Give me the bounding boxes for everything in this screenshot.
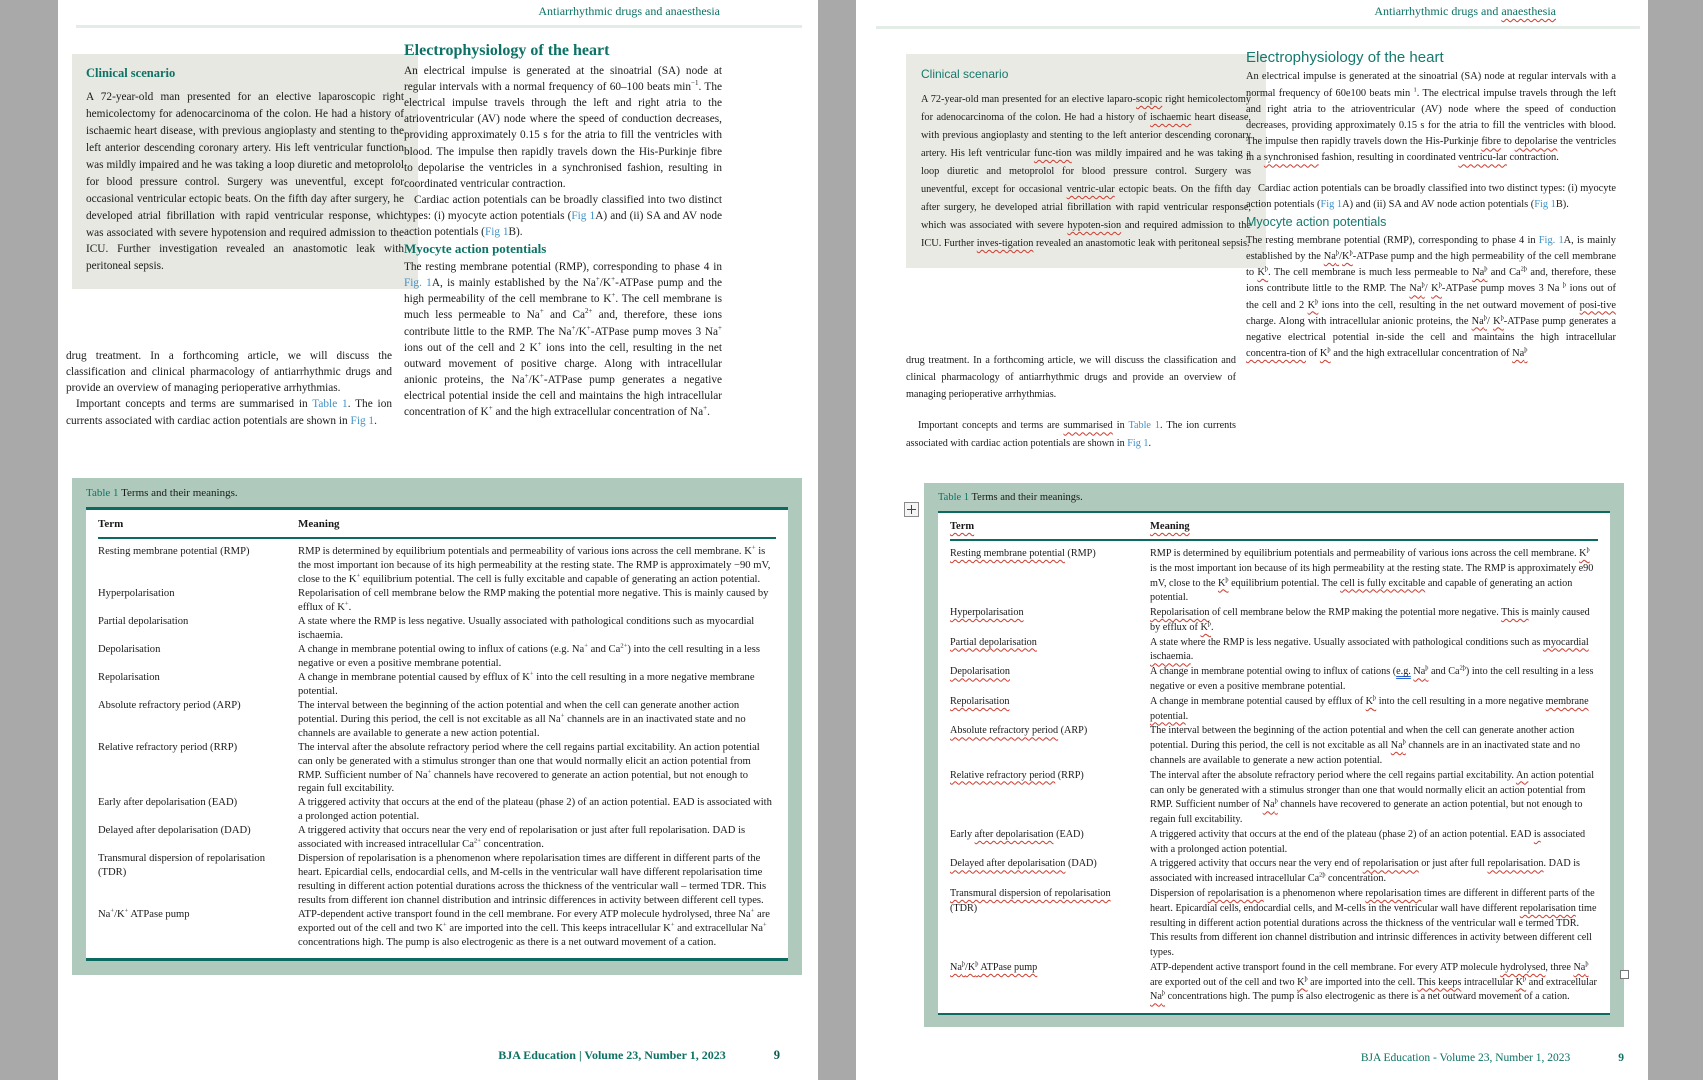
table-row xyxy=(950,606,1598,636)
table-header-row xyxy=(950,513,1598,541)
table-row xyxy=(950,887,1598,961)
term-cell: Hyperpolarisation xyxy=(950,607,1024,619)
term-cell: Transmural dispersion of repolarisation (TDR) xyxy=(98,853,266,879)
cross-reference-link[interactable]: Fig 1 xyxy=(484,226,509,239)
table-row xyxy=(98,824,776,852)
table-move-handle-icon[interactable] xyxy=(904,502,919,517)
subsection-heading: Myocyte action potentials xyxy=(1246,215,1387,230)
table-body xyxy=(938,511,1610,1015)
term-cell: Absolute refractory period (ARP) xyxy=(950,725,1088,737)
paragraph: An electrical impulse is generated at the sinoatrial (SA) node at regular intervals with a normal frequency of 60–100 beats $\min^{-1}$. The electrical impulse travels through the left and right atria to the atrioventricular (AV) node where the speed of conduction decreases, providing approximately 0.15 s for the atria to fill the ventricles with blood. The impulse then rapidly travels down the His-Purkinje fibre to depolarise the ventricles in a synchronised fashion, resulting in coordinated ventricular contraction. xyxy=(404,64,722,190)
meaning-cell: Repolarisation of cell membrane below the RMP making the potential more negative. This is mainly caused by efflux of K+. xyxy=(298,587,769,613)
term-cell: Resting membrane potential (RMP) xyxy=(98,546,250,557)
meaning-cell: A triggered activity that occurs at the end of the plateau (phase 2) of an action potential. EAD is associated with a prolonged action potential. xyxy=(298,797,772,823)
meaning-cell: A triggered activity that occurs at the end of the plateau (phase 2) of an action potential. EAD is associated with a prolonged action potential. xyxy=(1150,828,1586,855)
meaning-cell: ATP-dependent active transport found in the cell membrane. For every ATP molecule hydrolysed, three Na+ are exported out of the cell and two K+ are imported into the cell. This keeps intracellular K+ and extracellular Na+ concentrations high. The pump is also electrogenic as there is a net outward movement of a cation. xyxy=(298,907,770,949)
term-cell: Depolarisation xyxy=(98,643,161,655)
term-cell: Absolute refractory period (ARP) xyxy=(98,699,241,711)
term-cell: Early after depolarisation (EAD) xyxy=(98,797,238,809)
column-header-meaning: Meaning xyxy=(1150,521,1190,532)
journal-line: BJA Education | Volume 23, Number 1, 2023 xyxy=(498,1048,726,1062)
meaning-cell: A state where the RMP is less negative. Usually associated with pathological conditions such as myocardial ischaemia. xyxy=(298,615,755,641)
table-caption xyxy=(938,492,1610,503)
table-row xyxy=(950,547,1598,606)
section-heading: Electrophysiology of the heart xyxy=(404,42,610,59)
table-row xyxy=(98,587,776,615)
table-body xyxy=(86,507,788,961)
meaning-cell: The interval after the absolute refractory period where the cell regains partial excitability. An action potential can only be generated with a stimulus stronger than one that would normally elicit an action potential from RMP. Sufficient number of $Na^þ$ channels have recovered to generate an action potential, but not enough to regain full excitability. xyxy=(1150,769,1595,826)
paragraph: The resting membrane potential (RMP), corresponding to phase 4 in Fig. 1A, is mainly established by the $Na^þ/K^þ$-ATPase pump and the high permeability of the cell membrane to $K^þ$. The cell membrane is much less permeable to $Na^þ$ and $Ca^{2þ}$ and, therefore, these ions contribute little to the RMP. The $Na^þ/$ $K^þ$-ATPase pump moves 3 Na $^þ$ ions out of the cell and 2 $K^þ$ ions into the cell, resulting in the net outward movement of posi-tive charge. Along with intracellular anionic proteins, the $Na^þ/$ $K^þ$-ATPase pump generates a negative electrical potential in-side the cell and maintains the high intracellular concentra-tion of $K^þ$ and the high extracellular concentration of $Na^þ$ xyxy=(1246,234,1617,360)
cross-reference-link[interactable]: Fig 1 xyxy=(571,210,596,223)
meaning-cell: ATP-dependent active transport found in the cell membrane. For every ATP molecule hydrolysed, three $Na^þ$ are exported out of the cell and two $K^þ$ are imported into the cell. This keeps intracellular $K^þ$ and extracellular $Na^þ$ concentrations high. The pump is also electrogenic as there is a net outward movement of a cation. xyxy=(1150,960,1597,1003)
term-cell: Delayed after depolarisation (DAD) xyxy=(950,858,1097,870)
meaning-cell: The interval between the beginning of the action potential and when the cell can generate another action potential. During this period, the cell is not excitable as all $Na^þ$ channels are in an inactivated state and no channels are available to generate a new action potential. xyxy=(1150,725,1581,766)
table-caption-label: Table 1 xyxy=(938,492,970,503)
running-head: Antiarrhythmic drugs and anaesthesia xyxy=(538,4,720,18)
meaning-cell: A state where the RMP is less negative. Usually associated with pathological conditions such as myocardial ischaemia. xyxy=(1150,636,1589,663)
term-cell: Relative refractory period (RRP) xyxy=(950,769,1084,781)
header-rule xyxy=(876,26,1640,29)
table-caption-text: Terms and their meanings. xyxy=(969,492,1083,503)
table-rows xyxy=(950,541,1598,1005)
term-cell: Depolarisation xyxy=(950,666,1010,678)
term-cell: Repolarisation xyxy=(950,695,1010,707)
paragraph: Cardiac action potentials can be broadly classified into two distinct types: (i) myocyte action potentials (Fig 1A) and (ii) SA and AV node action potentials (Fig 1B). xyxy=(1246,182,1616,210)
table-row xyxy=(98,615,776,643)
table-row xyxy=(950,769,1598,828)
table-caption-label: Table 1 xyxy=(86,487,119,499)
left-column-text xyxy=(906,352,1236,452)
clinical-scenario-body: A 72-year-old man presented for an elective laparoscopic right hemicolectomy for adenocarcinoma of the colon. He had a history of ischaemic heart disease, with previous angioplasty and stenting to the left anterior descending coronary artery. His left ventricular function was mildly impaired and he was taking a loop diuretic and metoprolol for blood pressure control. Surgery was uneventful, except for occasional ventricular ectopic beats. On the fifth day after surgery, he developed atrial fibrillation with rapid ventricular response, which was associated with severe hypotension and required admission to the ICU. Further investigation revealed an anastomotic leak with peritoneal sepsis. xyxy=(86,91,404,273)
meaning-cell: A triggered activity that occurs near the very end of repolarisation or just after full repolarisation. DAD is associated with increased intracellular $Ca^{2+}$ concentration. xyxy=(298,825,746,851)
table-row xyxy=(98,643,776,671)
table-row xyxy=(950,665,1598,695)
table-row xyxy=(98,545,776,587)
table-1 xyxy=(924,483,1624,1027)
right-column-text xyxy=(1246,46,1616,362)
table-resize-handle-icon[interactable] xyxy=(1620,970,1629,979)
cross-reference-link[interactable]: Fig 1 xyxy=(1534,198,1556,210)
table-caption xyxy=(86,487,788,499)
table-row xyxy=(950,636,1598,666)
table-caption-text: Terms and their meanings. xyxy=(118,487,238,499)
page-number: 9 xyxy=(773,1048,780,1062)
paragraph: Important concepts and terms are summarised in Table 1. The ion currents associated with cardiac action potentials are shown in Fig 1. xyxy=(66,398,392,427)
paragraph: The resting membrane potential (RMP), corresponding to phase 4 in Fig. 1A, is mainly established by the Na+/K+-ATPase pump and the high permeability of the cell membrane to K+. The cell membrane is much less permeable to Na+ and $Ca^{2+}$ and, therefore, these ions contribute little to the RMP. The Na+/K+-ATPase pump moves 3 Na+ ions out of the cell and 2 K+ ions into the cell, resulting in the net outward movement of positive charge. Along with intracellular anionic proteins, the Na+/K+-ATPase pump generates a negative electrical potential inside the cell and maintains the high intracellular concentration of K+ and the high extracellular concentration of Na+. xyxy=(404,261,723,419)
table-header-row xyxy=(98,510,776,539)
meaning-cell: RMP is determined by equilibrium potentials and permeability of various ions across the cell membrane. K+ is the most important ion because of its high permeability at the resting state. The RMP is approximately −90 mV, close to the K+ equilibrium potential. The cell is fully excitable and capable of generating an action potential. xyxy=(298,544,771,585)
cross-reference-link[interactable]: Fig 1 xyxy=(350,414,375,427)
move-handle-bar xyxy=(911,505,912,514)
header-rule xyxy=(76,25,802,28)
meaning-cell: A change in membrane potential owing to influx of cations (e.g. $Na^þ$ and $Ca^{2þ}$) into the cell resulting in a less negative or even a positive membrane potential. xyxy=(1150,664,1594,693)
cross-reference-link[interactable]: Fig. 1 xyxy=(1538,234,1564,246)
table-row xyxy=(98,852,776,908)
left-column-text xyxy=(66,348,392,429)
meaning-cell: Dispersion of repolarisation is a phenomenon where repolarisation times are different in different parts of the heart. Epicardial cells, endocardial cells, and M-cells in the ventricular wall have different repolarisation time resulting in different action potential durations across the thickness of the ventricular wall – termed TDR. This results from different ion channel distribution and intrinsic differences in activity between different cell types. xyxy=(298,853,767,907)
clinical-scenario-title: Clinical scenario xyxy=(86,66,176,80)
term-cell: Relative refractory period (RRP) xyxy=(98,741,238,753)
meaning-cell: A triggered activity that occurs near the very end of repolarisation or just after full repolarisation. DAD is associated with increased intracellular $Ca^{2þ}$ concentration. xyxy=(1150,858,1581,885)
table-row xyxy=(950,857,1598,887)
running-head: Antiarrhythmic drugs and anaesthesia xyxy=(1374,4,1556,18)
journal-line: BJA Education - Volume 23, Number 1, 2023 xyxy=(1360,1052,1571,1064)
section-heading: Electrophysiology of the heart xyxy=(1246,49,1444,66)
term-cell: Transmural dispersion of repolarisation (TDR) xyxy=(950,887,1111,914)
term-cell: Resting membrane potential (RMP) xyxy=(950,548,1096,559)
table-rows xyxy=(98,539,776,950)
cross-reference-link[interactable]: Fig 1 xyxy=(1320,198,1343,210)
table-row xyxy=(950,724,1598,768)
paragraph: drug treatment. In a forthcoming article, we will discuss the classification and clinical pharmacology of antiarrhythmic drugs and provide an overview of managing perioperative arrhythmias. xyxy=(906,355,1236,401)
term-cell: Partial depolarisation xyxy=(98,615,189,627)
clinical-scenario-box xyxy=(906,54,1266,268)
column-header-meaning: Meaning xyxy=(298,518,340,530)
paragraph: An electrical impulse is generated at the sinoatrial (SA) node at regular intervals with a normal frequency of 60e100 beats min $^1$. The electrical impulse travels through the left and right atria to the atrioventricular (AV) node where the speed of conduction decreases, providing approximately 0.15 s for the atria to fill the ventricles with blood. The impulse then rapidly travels down the His-Purkinje fibre to depolarise the ventricles in a synchronised fashion, resulting in coordinated ventricu-lar contraction. xyxy=(1246,71,1617,164)
table-row xyxy=(98,699,776,741)
cross-reference-link[interactable]: Table 1 xyxy=(1128,420,1161,432)
term-cell: Early after depolarisation (EAD) xyxy=(950,828,1084,840)
page-number: 9 xyxy=(1618,1052,1624,1064)
clinical-scenario-body: A 72-year-old man presented for an elective laparo-scopic right hemicolectomy for adenocarcinoma of the colon. He had a history of ischaemic heart disease, with previous angioplasty and stenting to the left anterior descending coronary artery. His left ventricular func-tion was mildly impaired and he was taking a loop diuretic and metoprolol for blood pressure control. Surgery was uneventful, except for occasional ventric-ular ectopic beats. On the fifth day after surgery, he developed atrial fibrillation with rapid ventricular response, which was associated with severe hypoten-sion and required admission to the ICU. Further inves-tigation revealed an anastomotic leak with peritoneal sepsis. xyxy=(921,94,1252,250)
table-1 xyxy=(72,478,802,975)
term-cell: Delayed after depolarisation (DAD) xyxy=(98,825,251,837)
paragraph: Cardiac action potentials can be broadly classified into two distinct types: (i) myocyte action potentials (Fig 1A) and (ii) SA and AV node action potentials (Fig 1B). xyxy=(404,194,722,239)
meaning-cell: A change in membrane potential owing to influx of cations (e.g. Na+ and $Ca^{2+}$) into the cell resulting in a less negative or even a positive membrane potential. xyxy=(298,642,760,669)
page-footer xyxy=(78,1048,804,1063)
meaning-cell: RMP is determined by equilibrium potentials and permeability of various ions across the cell membrane. $K^þ$ is the most important ion because of its high permeability at the resting state. The RMP is approximately e90 mV, close to the $K^þ$ equilibrium potential. The cell is fully excitable and capable of generating an action potential. xyxy=(1150,546,1594,604)
meaning-cell: Repolarisation of cell membrane below the RMP making the potential more negative. This is mainly caused by efflux of $K^þ$. xyxy=(1150,607,1590,633)
table-row xyxy=(98,741,776,797)
column-header-term: Term xyxy=(98,518,124,530)
term-cell: Partial depolarisation xyxy=(950,636,1037,648)
cross-reference-link[interactable]: Fig. 1 xyxy=(404,277,432,290)
clinical-scenario-box xyxy=(72,54,418,289)
pdf-page xyxy=(58,0,818,1080)
clinical-scenario-title: Clinical scenario xyxy=(921,67,1009,81)
table-row xyxy=(950,961,1598,1005)
term-cell: Hyperpolarisation xyxy=(98,587,175,599)
cross-reference-link[interactable]: Table 1 xyxy=(312,398,348,411)
column-header-term: Term xyxy=(950,521,975,532)
meaning-cell: A change in membrane potential caused by efflux of K+ into the cell resulting in a more negative membrane potential. xyxy=(298,670,755,697)
paragraph: drug treatment. In a forthcoming article, we will discuss the classification and clinical pharmacology of antiarrhythmic drugs and provide an overview of managing perioperative arrhythmias. xyxy=(66,350,392,395)
cross-reference-link[interactable]: Fig 1 xyxy=(1127,437,1149,449)
term-cell: Repolarisation xyxy=(98,671,160,683)
term-cell: $Na^þ/K^þ$ ATPase pump xyxy=(950,960,1038,973)
table-row xyxy=(950,828,1598,858)
meaning-cell: A change in membrane potential caused by efflux of $K^þ$ into the cell resulting in a more negative membrane potential. xyxy=(1150,694,1589,722)
meaning-cell: The interval after the absolute refractory period where the cell regains partial excitability. An action potential can only be generated with a stimulus stronger than one that would normally elicit an action potential from RMP. Sufficient number of Na+ channels have recovered to generate an action potential, but not enough to regain full excitability. xyxy=(298,741,760,795)
table-row xyxy=(98,796,776,824)
paragraph: Important concepts and terms are summarised in Table 1. The ion currents associated with cardiac action potentials are shown in Fig 1. xyxy=(906,420,1237,449)
subsection-heading: Myocyte action potentials xyxy=(404,241,547,257)
table-row xyxy=(950,695,1598,725)
meaning-cell: Dispersion of repolarisation is a phenomenon where repolarisation times are different in different parts of the heart. Epicardial cells, endocardial cells, and M-cells in the ventricular wall have different repolarisation time resulting in different action potential durations across the thickness of the ventricular wall e termed TDR. This results from different ion channel distribution and intrinsic differences in activity between different cell types. xyxy=(1150,887,1597,959)
meaning-cell: The interval between the beginning of the action potential and when the cell can generate another action potential. During this period, the cell is not excitable as all Na+ channels are in an inactivated state and no channels are available to generate a new action potential. xyxy=(298,699,746,739)
table-row xyxy=(98,908,776,950)
page-footer xyxy=(876,1052,1636,1064)
right-column-text xyxy=(404,40,722,420)
table-row xyxy=(98,671,776,699)
word-page xyxy=(856,0,1648,1080)
term-cell: Na+/K+ ATPase pump xyxy=(98,907,190,921)
